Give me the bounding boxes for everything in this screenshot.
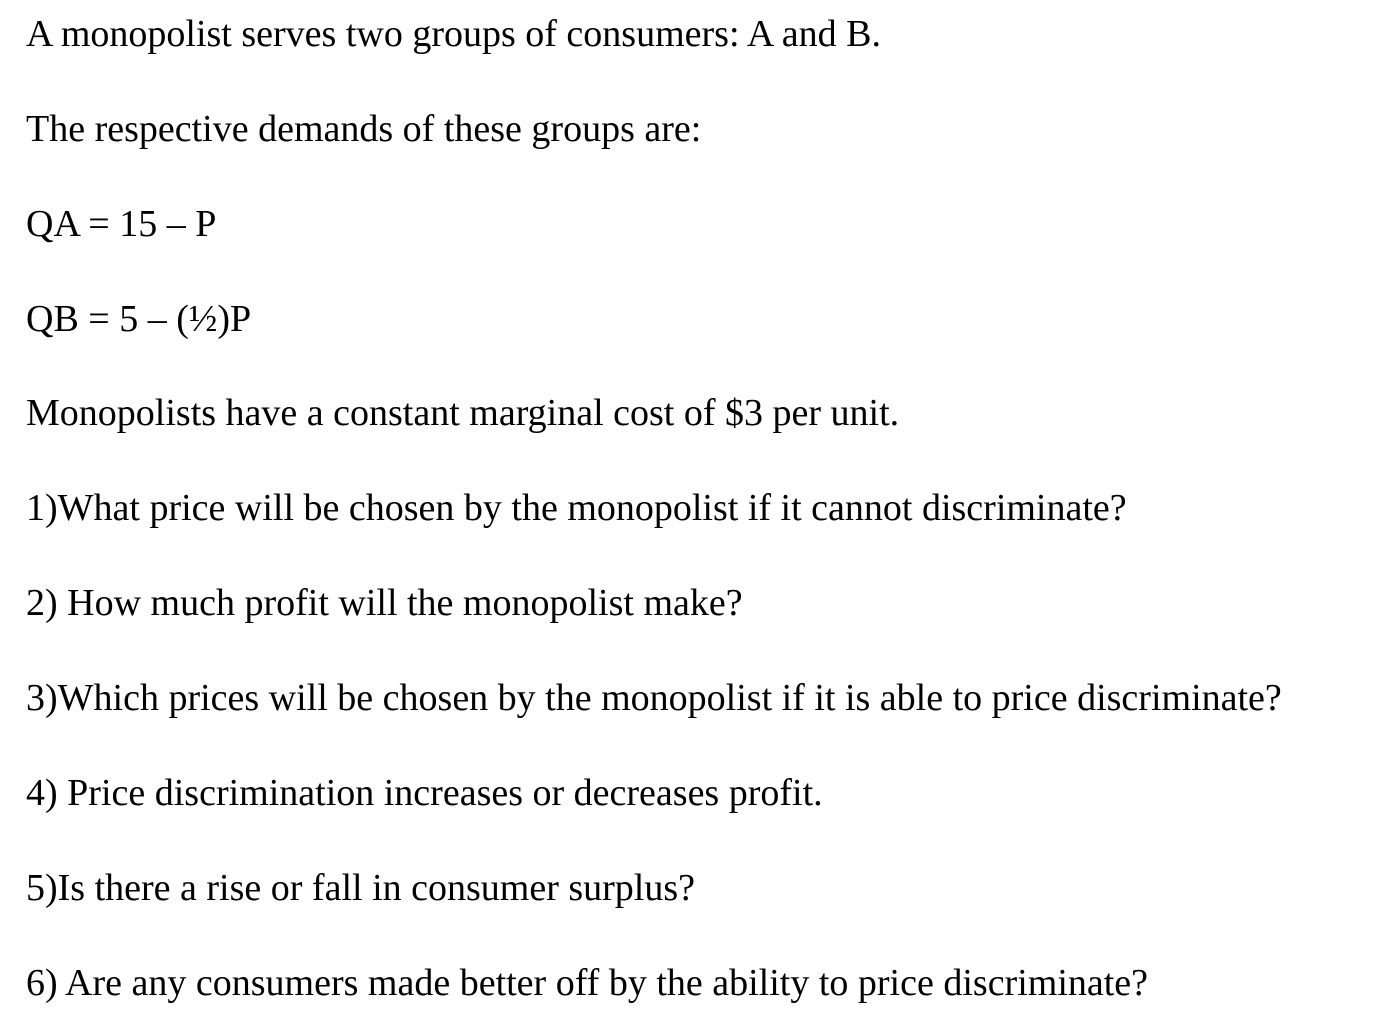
question-4: 4) Price discrimination increases or decreases profit.	[26, 772, 823, 814]
question-3: 3)Which prices will be chosen by the monopolist if it is able to price discriminate?	[26, 677, 1282, 719]
question-6: 6) Are any consumers made better off by the ability to price discriminate?	[26, 962, 1149, 1004]
question-1: 1)What price will be chosen by the monopolist if it cannot discriminate?	[26, 487, 1127, 529]
intro-text: A monopolist serves two groups of consumers: A and B.	[26, 13, 881, 55]
marginal-cost-text: Monopolists have a constant marginal cost of $3 per unit.	[26, 392, 900, 434]
demand-equation-b: QB = 5 – (½)P	[26, 298, 252, 340]
demand-equation-a: QA = 15 – P	[26, 203, 217, 245]
question-2: 2) How much profit will the monopolist make?	[26, 582, 743, 624]
demands-heading: The respective demands of these groups are:	[26, 108, 702, 150]
question-5: 5)Is there a rise or fall in consumer surplus?	[26, 867, 696, 909]
